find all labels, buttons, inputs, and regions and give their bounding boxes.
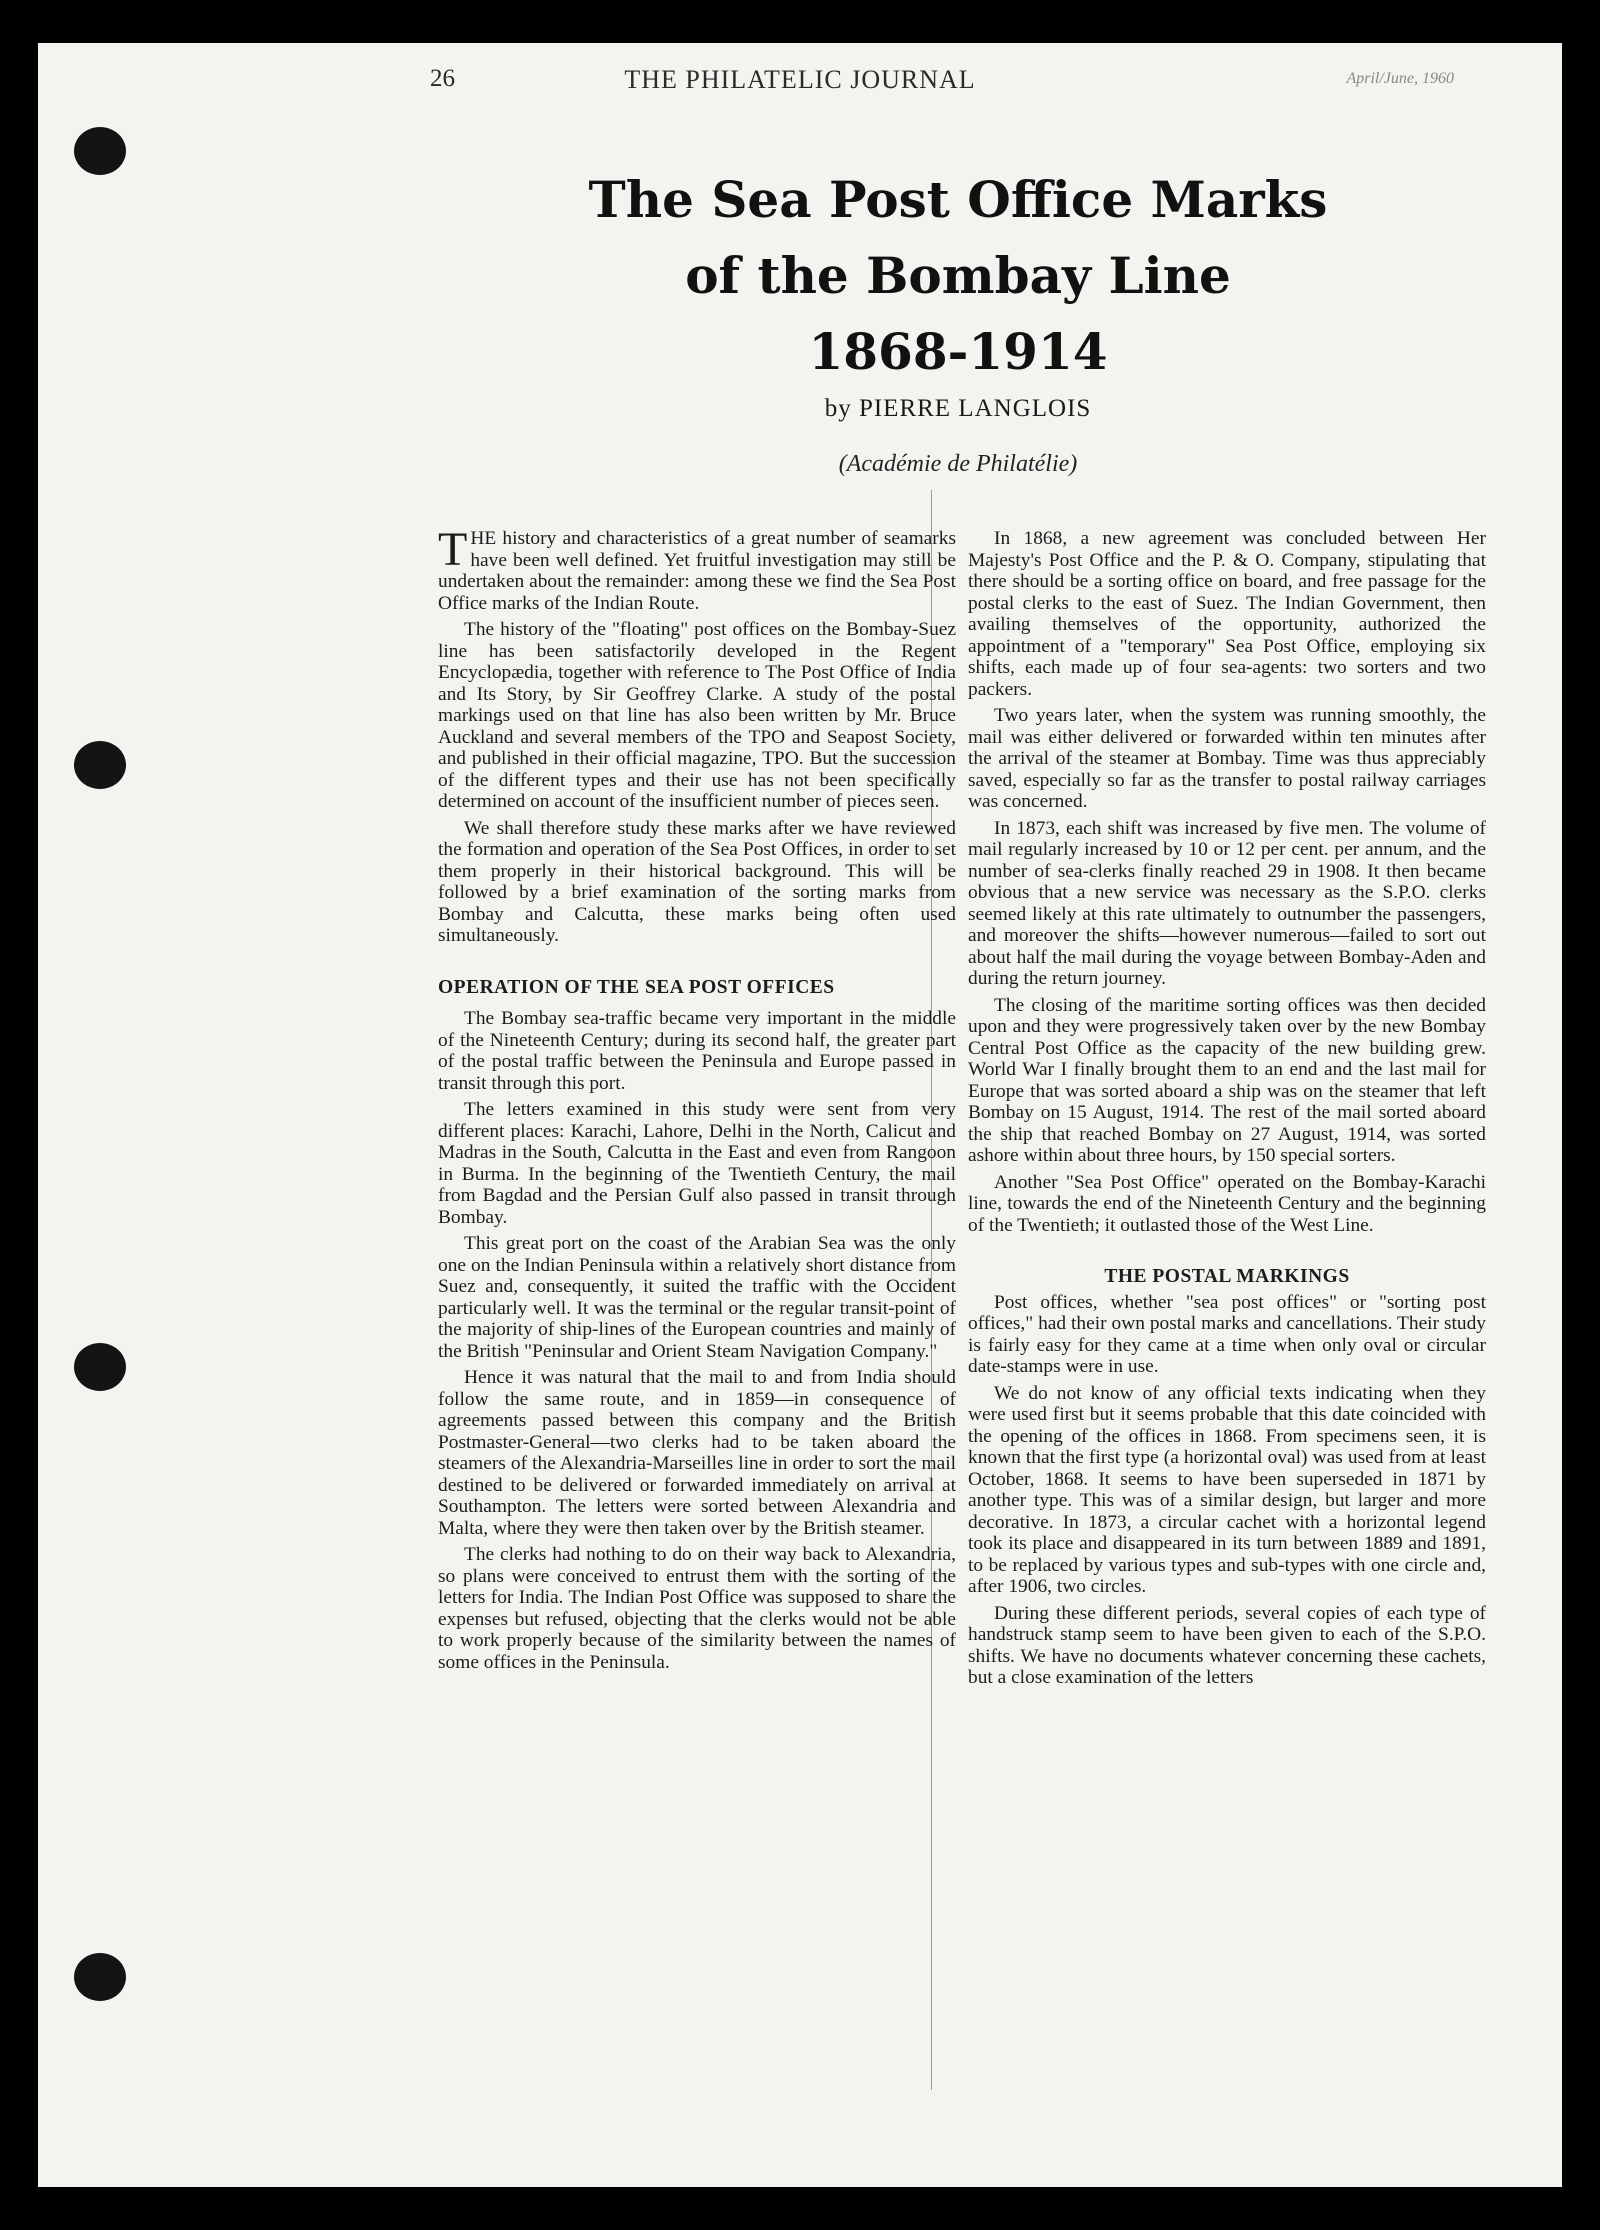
left-column xyxy=(438,523,956,1678)
paragraph: THE history and characteristics of a great number of seamarks have been well defined. Yet fruitful investigation may still be undertaken about the remainder: among these we find the Sea Post Office marks of the Indian Route. xyxy=(438,523,956,614)
journal-page xyxy=(38,43,1562,2187)
issue-date: April/June, 1960 xyxy=(1346,70,1454,87)
paragraph: In 1873, each shift was increased by five men. The volume of mail regularly increased by 10 or 12 per cent. per annum, and the number of sea-clerks finally reached 29 in 1908. It then became obvious that a new service was necessary as the S.P.O. clerks seemed likely at this rate ultimately to outnumber the passengers, and moreover the shifts—however numerous—failed to sort out about half the mail during the voyage between Bombay-Aden and during the return journey. xyxy=(968,817,1486,989)
paragraph: Another "Sea Post Office" operated on the Bombay-Karachi line, towards the end of the Nineteenth Century and the beginning of the Twentieth; it outlasted those of the West Line. xyxy=(968,1171,1486,1236)
paragraph: The letters examined in this study were sent from very different places: Karachi, Lahore, Delhi in the North, Calicut and Madras in the South, Calcutta in the East and even from Rangoon in Burma. In the beginning of the Twentieth Century, the mail from Bagdad and the Persian Gulf also passed in transit through Bombay. xyxy=(438,1099,956,1228)
article-title-line1: The Sea Post Office Marks xyxy=(588,170,1328,229)
right-column xyxy=(968,528,1486,1694)
paragraph: The Bombay sea-traffic became very important in the middle of the Nineteenth Century; during its second half, the greater part of the postal traffic between the Peninsula and Europe passed in transit through this port. xyxy=(438,1008,956,1094)
punch-hole xyxy=(74,741,126,789)
article-title-line2: of the Bombay Line xyxy=(685,246,1231,305)
byline: by PIERRE LANGLOIS xyxy=(824,395,1092,422)
paragraph: In 1868, a new agreement was concluded between Her Majesty's Post Office and the P. & O. Company, stipulating that there should be a sorting office on board, and free passage for the postal clerks to the east of Suez. The Indian Government, then availing themselves of the opportunity, authorized the appointment of a "temporary" Sea Post Office, employing six shifts, each made up of four sea-agents: two sorters and two packers. xyxy=(968,528,1486,700)
paragraph: Two years later, when the system was running smoothly, the mail was either delivered or forwarded within ten minutes after the arrival of the steamer at Bombay. Time was thus appreciably saved, especially so far as the transfer to postal railway carriages was concerned. xyxy=(968,705,1486,812)
paragraph: We do not know of any official texts indicating when they were used first but it seems probable that this date coincided with the opening of the offices in 1868. From specimens seen, it is known that the first type (a horizontal oval) was used from at least October, 1868. It seems to have been superseded in 1871 by another type. This was of a similar design, but larger and more decorative. In 1873, a circular cachet with a horizontal legend took its place and disappeared in its turn between 1889 and 1891, to be replaced by various types and sub-types with one circle and, after 1906, two circles. xyxy=(968,1382,1486,1597)
paragraph: The clerks had nothing to do on their way back to Alexandria, so plans were conceived to entrust them with the sorting of the letters for India. The Indian Post Office was supposed to share the expenses but refused, objecting that the clerks would not be able to work properly because of the similarity between the names of some offices in the Peninsula. xyxy=(438,1544,956,1673)
paragraph: The history of the "floating" post offices on the Bombay-Suez line has been satisfactorily developed in the Regent Encyclopædia, together with reference to The Post Office of India and Its Story, by Sir Geoffrey Clarke. A study of the postal markings used on that line has also been written by Mr. Bruce Auckland and several members of the TPO and Seapost Society, and published in their official magazine, TPO. But the succession of the different types and their use has not been specifically determined on account of the insufficient number of pieces seen. xyxy=(438,619,956,812)
section-heading: OPERATION OF THE SEA POST OFFICES xyxy=(438,976,835,998)
paragraph: The closing of the maritime sorting offices was then decided upon and they were progressively taken over by the new Bombay Central Post Office as the capacity of the new building grew. World War I finally brought them to an end and the last mail for Europe that was sorted aboard a ship was on the steamer that left Bombay on 15 August, 1914. The rest of the mail sorted aboard the ship that reached Bombay on 27 August, 1914, was sorted ashore within about three hours, by 150 special sorters. xyxy=(968,994,1486,1166)
paragraph: Hence it was natural that the mail to and from India should follow the same route, and in 1859—in consequence of agreements passed between this company and the British Postmaster-General—two clerks had to be taken aboard the steamers of the Alexandria-Marseilles line in order to sort the mail destined to be delivered or forwarded immediately on arrival at Southampton. The letters were sorted between Alexandria and Malta, where they were then taken over by the British steamer. xyxy=(438,1367,956,1539)
author-affiliation: (Académie de Philatélie) xyxy=(838,451,1078,477)
punch-hole xyxy=(74,1953,126,2001)
paragraph: Post offices, whether "sea post offices" or "sorting post offices," had their own postal marks and cancellations. Their study is fairly easy for they came at a time when only oval or circular date-stamps were in use. xyxy=(968,1291,1486,1377)
punch-hole xyxy=(74,127,126,175)
punch-hole xyxy=(74,1343,126,1391)
page-number: 26 xyxy=(430,65,455,92)
paragraph: We shall therefore study these marks after we have reviewed the formation and operation of the Sea Post Offices, in order to set them properly in their historical background. This will be followed by a brief examination of the sorting marks from Bombay and Calcutta, these marks being often used simultaneously. xyxy=(438,817,956,946)
journal-title: THE PHILATELIC JOURNAL xyxy=(624,65,976,94)
drop-cap: T xyxy=(438,523,468,576)
section-heading: THE POSTAL MARKINGS xyxy=(1104,1266,1350,1287)
article-title-years: 1868-1914 xyxy=(808,322,1108,381)
paragraph: During these different periods, several copies of each type of handstruck stamp seem to have been given to each of the S.P.O. shifts. We have no documents whatever concerning these cachets, but a close examination of the letters xyxy=(968,1602,1486,1688)
paragraph: This great port on the coast of the Arabian Sea was the only one on the Indian Peninsula within a relatively short distance from Suez and, consequently, it suited the traffic with the Occident particularly well. It was the terminal or the regular transit-point of the majority of ship-lines of the European countries and mainly of the British "Peninsular and Orient Steam Navigation Company." xyxy=(438,1233,956,1362)
